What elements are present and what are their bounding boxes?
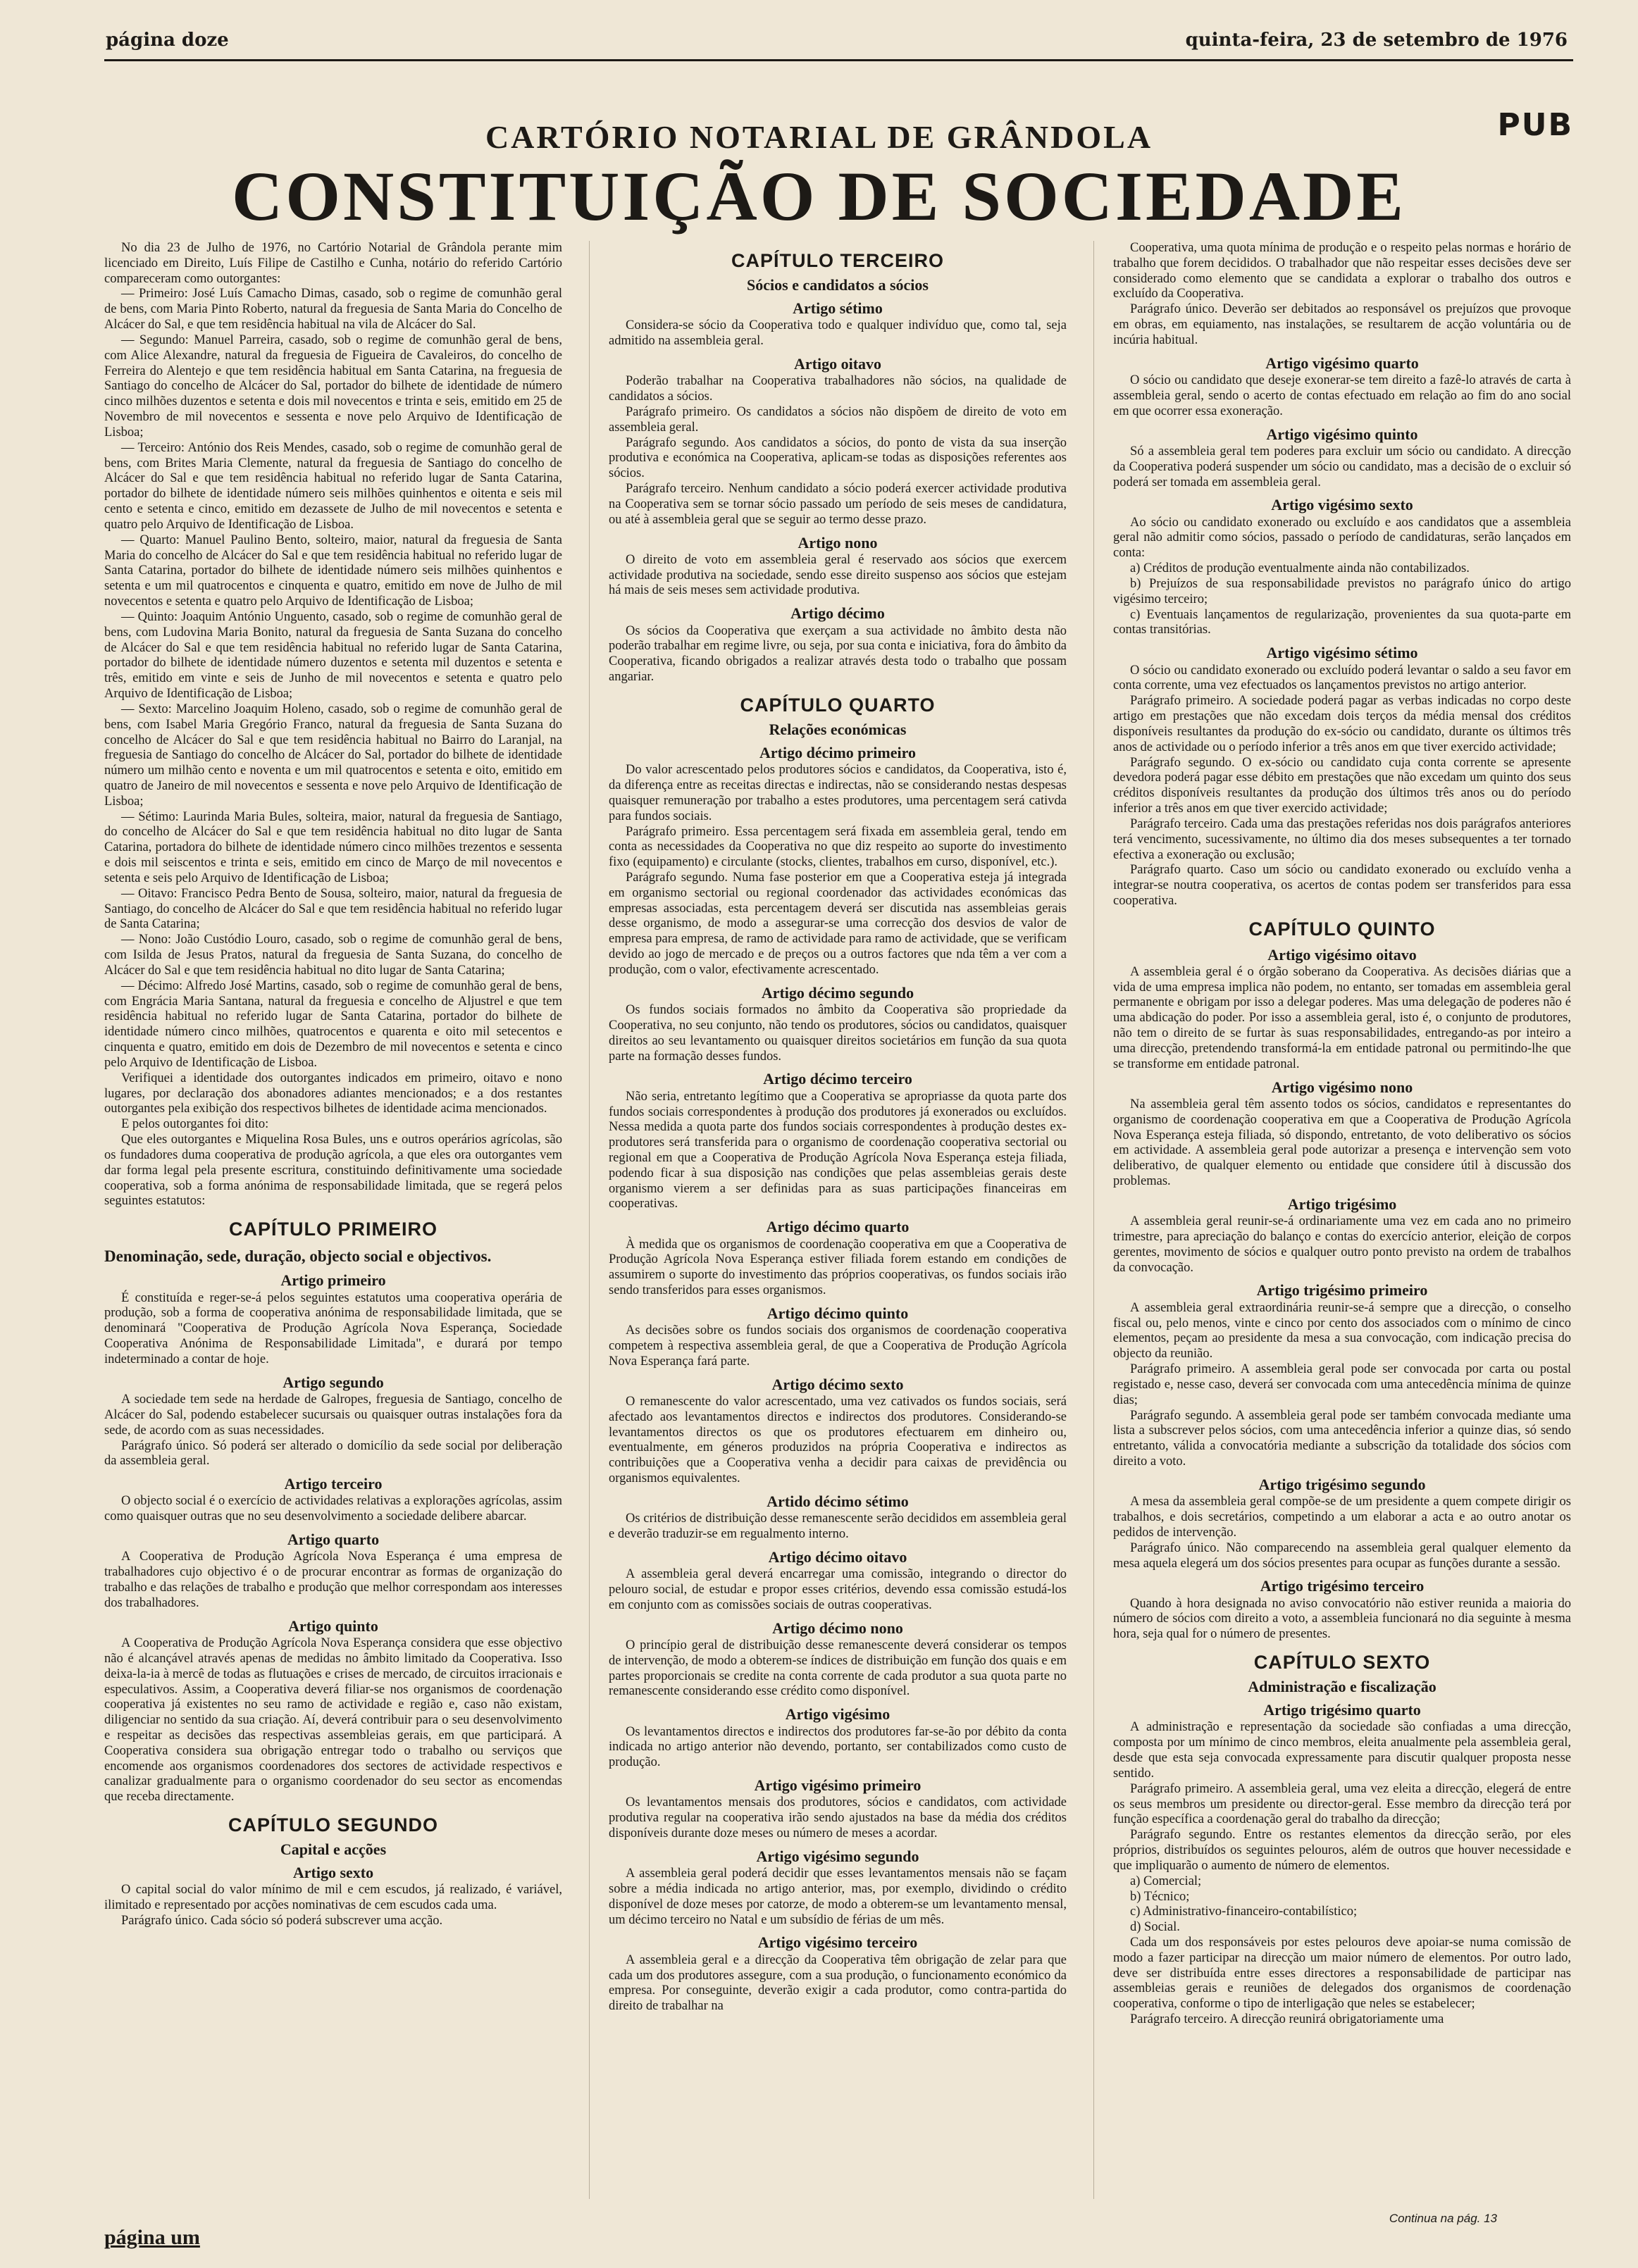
paragraph: Não seria, entretanto legítimo que a Cooperativa se apropriasse da quota parte dos fundos sociais correspondentes à produção dos produtores já exonerados ou excluídos. Nessa medida a quota parte dos fundos sociais correspondentes à produção destes ex-produtores será transferida para o organismo de coordenação cooperativa sectorial ou regional em que a Cooperativa de Produção Agrícola Nova Esperança esteja filiada, podendo ficar à sua disposição nas condições que pelas assembleias gerais deste organismo vierem a ser definidas para as suas participações financeiras em cooperativas. xyxy=(609,1089,1067,1211)
paragraph: É constituída e reger-se-á pelos seguintes estatutos uma cooperativa operária de produção, sob a forma de cooperativa anónima de responsabilidade limitada, que se denominará "Cooperativa de Produção Agrícola Nova Esperança, Sociedade Cooperativa Anónima de Responsabilidade Limitada", e durará por tempo indeterminado a contar de hoje. xyxy=(104,1290,562,1366)
paragraph: — Quarto: Manuel Paulino Bento, solteiro, maior, natural da freguesia de Santa Maria do concelho de Alcácer do Sal e que tem residência habitual no referido lugar de Santa Catarina, portador do bilhete de identidade número seis milhões quinhentos e setenta e um mil quatrocentos e cinquenta e quatro, emitido em nove de Julho de mil novecentos e setenta e quatro pelo Arquivo de Identificação de Lisboa; xyxy=(104,532,562,609)
article-heading: Artigo vigésimo quinto xyxy=(1266,425,1418,443)
chapter-subtitle: Administração e fiscalização xyxy=(1248,1677,1437,1695)
paragraph: O sócio ou candidato que deseje exonerar-se tem direito a fazê-lo através de carta à assembleia geral, sendo o acerto de contas efectuado em relação ao fim do ano social em que ocorrer essa exoneração. xyxy=(1113,373,1571,418)
paragraph: A assembleia geral deverá encarregar uma comissão, integrando o director do pelouro social, de estudar e propor esses critérios, devendo essa comissão estudá-los em conjunto com as comissões sociais de outras cooperativas. xyxy=(609,1567,1067,1612)
paragraph: A Cooperativa de Produção Agrícola Nova Esperança considera que esse objectivo não é alcançável através apenas de medidas no âmbito limitado da Cooperativa. Isso deixa-la-ia à mercê de todas as flutuações e crises de mercado, de circuitos irracionais e especulativos. Assim, a Cooperativa deverá filiar-se nos organismos de coordenação cooperativa já existentes no seu ramo de actividade e região e, caso não existam, diligenciar no sentido da sua criação. Aí, deverá contribuir para o seu desenvolvimento e respeitar as decisões das respectivas assembleias gerais, em que participará. A Cooperativa considera sua obrigação entregar todo o trabalho ou serviços que encomende aos organismos coordenadores dos sectores de actividade respectivos e canalizar gradualmente para o organismo coordenador do seu sector as encomendas que receba directamente. xyxy=(104,1636,562,1805)
article-heading: Artido décimo sétimo xyxy=(767,1492,909,1510)
paragraph: Parágrafo primeiro. A assembleia geral, uma vez eleita a direcção, elegerá de entre os seus membros um presidente ou director-geral. Esse membro da direcção terá por função específica a coordenação geral do trabalho da direcção; xyxy=(1113,1781,1571,1827)
paragraph: Parágrafo terceiro. A direcção reunirá obrigatoriamente uma xyxy=(1130,2012,1444,2027)
article-heading: Artigo vigésimo nono xyxy=(1271,1078,1413,1096)
article-heading: Artigo oitavo xyxy=(793,354,882,373)
paragraph: Cada um dos responsáveis por estes pelouros deve apoiar-se numa comissão de modo a fazer participar na direcção um maior número de elementos. Por outro lado, deve ser distribuída entre esses directores a responsabilidade de participar nas assembleias gerais e reuniões de delegados dos organismos de coordenação cooperativa, conforme o tipo de interligação que neles se estabelecer; xyxy=(1113,1935,1571,2012)
paragraph: A administração e representação da sociedade são confiadas a uma direcção, composta por um mínimo de cinco membros, eleita anualmente pela assembleia geral, desde que esta seja convocada expressamente para discutir qualquer proposta nesse sentido. xyxy=(1113,1720,1571,1781)
paragraph: — Primeiro: José Luís Camacho Dimas, casado, sob o regime de comunhão geral de bens, com Maria Pinto Roberto, natural da freguesia de Santa Maria do Concelho de Alcácer do Sal, e que tem residência habitual na vila de Alcácer do Sal. xyxy=(104,287,562,332)
article-heading: Artigo trigésimo xyxy=(1287,1195,1397,1213)
paragraph: Os sócios da Cooperativa que exerçam a sua actividade no âmbito desta não poderão trabalhar em regime livre, ou seja, por sua conta e iniciativa, fora do âmbito da Cooperativa, ficando obrigados a realizar através desta todo o trabalho que possam angariar. xyxy=(609,623,1067,685)
section-heading: Denominação, sede, duração, objecto social e objectivos. xyxy=(104,1247,492,1265)
page-number-label: página doze xyxy=(106,30,229,51)
column-2 xyxy=(609,241,1067,2164)
paragraph: — Décimo: Alfredo José Martins, casado, sob o regime de comunhão geral de bens, com Engrácia Maria Santana, natural da freguesia e concelho de Aljustrel e que tem residência habitual no referido lugar de Santa Catarina, portador do bilhete de identidade número cinco milhões, quatrocentos e quarenta e oito mil setecentos e cinquenta e quatro, emitido em dois de Dezembro de mil novecentos e setenta e cinco pelo Arquivo de Identificação de Lisboa. xyxy=(104,978,562,1070)
article-heading: Artigo décimo nono xyxy=(772,1619,903,1637)
paragraph: a) Comercial; xyxy=(1130,1874,1202,1888)
paragraph: Parágrafo segundo. Entre os restantes elementos da direcção serão, por eles próprios, distribuídos os seguintes pelouros, além de outros que houver necessidade e que impliquarão o aumento de número de elementos. xyxy=(1113,1828,1571,1873)
paragraph: À medida que os organismos de coordenação cooperativa em que a Cooperativa de Produção Agrícola Nova Esperança estiver filiada forem estando em condições de assumirem o suporte do investimento das próprios cooperativas, os fundos sociais irão sendo transferidos para esses organismos. xyxy=(609,1237,1067,1298)
article-heading: Artigo nono xyxy=(798,533,878,552)
paragraph: Os critérios de distribuição desse remanescente serão decididos em assembleia geral e deverão traduzir-se em regualmento interno. xyxy=(609,1512,1067,1542)
paragraph: Parágrafo primeiro. Os candidatos a sócios não dispõem de direito de voto em assembleia geral. xyxy=(609,404,1067,435)
paragraph: Os fundos sociais formados no âmbito da Cooperativa são propriedade da Cooperativa, no seu conjunto, não tendo os produtores, sócios ou candidatos, quaisquer direitos ao seu levantamento ou quaisquer direitos societários em função da sua quota parte na formação desses fundos. xyxy=(609,1003,1067,1064)
article-heading: Artigo décimo oitavo xyxy=(768,1547,907,1566)
paragraph: O direito de voto em assembleia geral é reservado aos sócios que exercem actividade produtiva na sociedade, sendo esse direito suspenso aos sócios que estejam há mais de seis meses sem actividade produtiva. xyxy=(609,552,1067,598)
paragraph: Parágrafo único. Não comparecendo na assembleia geral qualquer elemento da mesa aquela elegerá um dos sócios presentes para ocupar as funções durante a sessão. xyxy=(1113,1540,1571,1571)
column-3 xyxy=(1113,241,1571,2164)
pub-label: PUB xyxy=(1497,107,1573,143)
paragraph: Parágrafo segundo. Aos candidatos a sócios, do ponto de vista da sua inserção produtiva e económica na Cooperativa, aplicam-se todas as disposições referentes aos sócios. xyxy=(609,435,1067,481)
paragraph: — Quinto: Joaquim António Unguento, casado, sob o regime de comunhão geral de bens, com Ludovina Maria Bonito, natural da freguesia de Santa Suzana do concelho de Alcácer do Sal e que tem residência habitual no referido lugar de Santa Catarina, portador do bilhete de identidade número duzentos e setenta mil duzentos e setenta e três, emitido em vinte e seis de Junho de mil novecentos e setenta e quatro pelo Arquivo de Identificação de Lisboa; xyxy=(104,609,562,702)
article-heading: Artigo terceiro xyxy=(284,1475,383,1493)
paragraph: O objecto social é o exercício de actividades relativas a explorações agrícolas, assim como quaisquer outras que no seu desenvolvimento a sociedade delibere abarcar. xyxy=(104,1494,562,1524)
paragraph: Parágrafo segundo. O ex-sócio ou candidato cuja conta corrente se apresente devedora poderá pagar esse débito em prestações que não excedam um quinto dos seus créditos disponíveis resultantes da produção dos últimos três anos ou do período inferior a três anos em que tiver exercido actividade; xyxy=(1113,755,1571,816)
article-heading: Artigo décimo sexto xyxy=(771,1375,904,1393)
article-heading: Artigo vigésimo sétimo xyxy=(1266,644,1418,662)
chapter-heading: CAPÍTULO PRIMEIRO xyxy=(228,1219,438,1240)
footer-page-label: página um xyxy=(104,2226,200,2249)
paragraph: O princípio geral de distribuição desse remanescente deverá considerar os tempos de intervenção, de modo a obterem-se índices de distribuição em função dos quais e em partes proporcionais se credite na conta corrente de cada produtor a sua quota parte no remanescente considerando esse crédito como disponível. xyxy=(609,1638,1067,1699)
article-heading: Artigo décimo segundo xyxy=(761,983,914,1002)
paragraph: — Sétimo: Laurinda Maria Bules, solteira, maior, natural da freguesia de Santiago, do concelho de Alcácer do Sal e que tem residência habitual no dito lugar de Santa Catarina, portadora do bilhete de identidade número cinco milhões trezentos e sessenta e dois mil seiscentos e trinta e seis, emitido em cinco de Março de mil novecentos e setenta e seis pelo Arquivo de Identificação de Lisboa; xyxy=(104,809,562,885)
paragraph: Quando à hora designada no aviso convocatório não estiver reunida a maioria do número de sócios com direito a voto, a assembleia funcionará no dia seguinte à mesma hora, seja qual for o número de presentes. xyxy=(1113,1596,1571,1642)
paragraph: A assembleia geral e a direcção da Cooperativa têm obrigação de zelar para que cada um dos produtores assegure, com a sua produção, o funcionamento económico da empresa. Por conseguinte, deverão exigir a cada produtor, como contra-partida do direito de trabalhar na xyxy=(609,1952,1067,2014)
article-heading: Artigo décimo quinto xyxy=(767,1304,909,1322)
column-divider xyxy=(1093,241,1094,2199)
paragraph: O remanescente do valor acrescentado, uma vez cativados os fundos sociais, será afectado aos levantamentos directos e indirectos dos produtores. Considerando-se levantamentos directos os que os produtores efectuarem em dinheiro ou, eventualmente, em géneros produzidos na própria Cooperativa e indirectos as contribuições que a Cooperativa venha a decidir para caixas de previdência ou organismos equivalentes. xyxy=(609,1395,1067,1486)
paragraph: Na assembleia geral têm assento todos os sócios, candidatos e representantes do organismo de coordenação cooperativa em que a Cooperativa de Produção Agrícola Nova Esperança esteja filiada, só dispondo, entretanto, de voto deliberativo os sócios em actividade. A assembleia geral pode autorizar a presença e intervenção sem voto deliberativo, de qualquer elemento ou entidade que considere útil à discussão dos problemas. xyxy=(1113,1097,1571,1189)
article-heading: Artigo trigésimo quarto xyxy=(1263,1701,1421,1719)
article-heading: Artigo vigésimo terceiro xyxy=(757,1933,918,1952)
article-heading: Artigo primeiro xyxy=(280,1271,386,1290)
paragraph: Poderão trabalhar na Cooperativa trabalhadores não sócios, na qualidade de candidatos a sócios. xyxy=(609,374,1067,404)
article-heading: Artigo décimo quarto xyxy=(766,1218,910,1236)
paragraph: Parágrafo primeiro. Essa percentagem será fixada em assembleia geral, tendo em conta as necessidades da Cooperativa no que diz respeito ao suporte do investimento fixo (equipamento) e circulante (stocks, clientes, trabalhos em curso, disponível, etc.). xyxy=(609,824,1067,870)
article-heading: Artigo vigésimo sexto xyxy=(1271,496,1413,514)
paragraph: Considera-se sócio da Cooperativa todo e qualquer indivíduo que, como tal, seja admitido na assembleia geral. xyxy=(609,318,1067,349)
headline: CONSTITUIÇÃO DE SOCIEDADE xyxy=(232,157,1406,235)
chapter-heading: CAPÍTULO TERCEIRO xyxy=(731,250,944,271)
paragraph: Parágrafo único. Só poderá ser alterado o domicílio da sede social por deliberação da assembleia geral. xyxy=(104,1438,562,1469)
article-heading: Artigo quinto xyxy=(288,1616,378,1635)
paragraph: As decisões sobre os fundos sociais dos organismos de coordenação cooperativa competem à respectiva assembleia geral, de que a Cooperativa de Produção Agrícola Nova Esperança fará parte. xyxy=(609,1323,1067,1369)
chapter-heading: CAPÍTULO SEGUNDO xyxy=(228,1814,438,1836)
paragraph: O capital social do valor mínimo de mil e cem escudos, já realizado, é variável, ilimitado e representado por acções nominativas de cem escudos cada uma. xyxy=(104,1883,562,1913)
paragraph: A mesa da assembleia geral compõe-se de um presidente a quem compete dirigir os trabalhos, e dois secretários, competindo a um elaborar a acta e ao outro anotar os pedidos de intervenção. xyxy=(1113,1495,1571,1540)
article-heading: Artigo décimo terceiro xyxy=(763,1070,912,1088)
paragraph: Parágrafo terceiro. Nenhum candidato a sócio poderá exercer actividade produtiva na Cooperativa sem se tornar sócio passado um período de seis meses de candidatura, ou até à assembleia geral que se seguir ao termo desse prazo. xyxy=(609,482,1067,527)
paragraph: Parágrafo único. Deverão ser debitados ao responsável os prejuízos que provoque em obras, em equiamento, nas instalações, se resultarem de acção voluntária ou de incúria habitual. xyxy=(1113,302,1571,347)
paragraph: — Nono: João Custódio Louro, casado, sob o regime de comunhão geral de bens, com Isilda de Jesus Pratos, natural da freguesia de Santa Suzana, do concelho de Alcácer do Sal e que tem residência habitual no dito lugar de Santa Catarina; xyxy=(104,933,562,978)
paragraph: Os levantamentos mensais dos produtores, sócios e candidatos, com actividade produtiva regular na cooperativa irão sendo ajustados na base da média dos créditos disponíveis durante doze meses ou número de meses a acordar. xyxy=(609,1795,1067,1841)
chapter-heading: CAPÍTULO QUARTO xyxy=(740,694,936,716)
paragraph: A assembleia geral reunir-se-á ordinariamente uma vez em cada ano no primeiro trimestre, para apreciação do balanço e contas do exercício anterior, eleição de corpos gerentes, movimento de sócios e qualquer outro ponto previsto na ordem de trabalhos da convocação. xyxy=(1113,1214,1571,1275)
article-heading: Artigo segundo xyxy=(283,1373,384,1391)
paragraph: O sócio ou candidato exonerado ou excluído poderá levantar o saldo a seu favor em conta corrente, uma vez efectuados os lançamentos previstos no artigo anterior. xyxy=(1113,663,1571,693)
paragraph: Do valor acrescentado pelos produtores sócios e candidatos, da Cooperativa, isto é, da diferença entre as receitas directas e indirectas, não se considerando nestas despesas quaisquer remuneração por trabalho a estes produtores, uma percentagem será cativda para fundos sociais. xyxy=(609,763,1067,823)
paragraph: d) Social. xyxy=(1130,1920,1180,1935)
paragraph: — Sexto: Marcelino Joaquim Holeno, casado, sob o regime de comunhão geral de bens, com Isabel Maria Gregório Franco, natural da freguesia de Santa Suzana do concelho de Alcácer do Sal e que tem residência habitual no Bairro do Laranjal, na freguesia de Santiago do concelho de Alcácer do Sal, portador do bilhete de identidade número um milhão cento e noventa e um mil quatrocentos e setenta e oito, emitido em quatro de Janeiro de mil novecentos e sessenta e nove pelo Arquivo de Identificação de Lisboa; xyxy=(104,702,562,809)
chapter-subtitle: Relações económicas xyxy=(769,720,907,738)
continuation-note: Continua na pág. 13 xyxy=(1389,2212,1497,2225)
article-heading: Artigo sétimo xyxy=(793,299,883,317)
paragraph: A Cooperativa de Produção Agrícola Nova Esperança é uma empresa de trabalhadores cujo objectivo é o de procurar encontrar as formas de organização do trabalho e das relações de trabalho e produção que melhor correspondam aos interesses dos trabalhadores. xyxy=(104,1550,562,1610)
paragraph: Parágrafo quarto. Caso um sócio ou candidato exonerado ou excluído venha a integrar-se noutra cooperativa, os acertos de contas podem ser transferidos para essa cooperativa. xyxy=(1113,863,1571,908)
paragraph: Cooperativa, uma quota mínima de produção e o respeito pelas normas e horário de trabalho que forem decididos. O trabalhador que não respeitar esses decisões deve ser considerado como elemento que se candidata a explorar o trabalho dos outros e excluído da Cooperativa. xyxy=(1113,241,1571,301)
paragraph: Parágrafo segundo. Numa fase posterior em que a Cooperativa esteja já integrada em organismo sectorial ou regional coordenador das actividades económicas das empresas associadas, esta percentagem deverá ser discutida nas assembleias gerais desse organismo, de modo a assegurar-se uma correcção dos desvios de valor de empresa para empresa, de ramo de actividade para ramo de actividade, que se verificam devido ao jogo de mercado e de preços ou a outros factores que nda têm a ver com a produção, com o valor, efectivamente acrescentado. xyxy=(609,870,1067,977)
paragraph: — Oitavo: Francisco Pedra Bento de Sousa, solteiro, maior, natural da freguesia de Santiago, do concelho de Alcácer do Sal e que tem residência habitual no referido lugar de Santa Catarina; xyxy=(104,886,562,932)
article-heading: Artigo trigésimo segundo xyxy=(1258,1475,1426,1493)
paragraph: Parágrafo único. Cada sócio só poderá subscrever uma acção. xyxy=(121,1914,443,1929)
paragraph: A assembleia geral poderá decidir que esses levantamentos mensais não se façam sobre a média indicada no artigo anterior, mas, por exemplo, dividindo o crédito disponível de doze meses por catorze, de modo a obterem-se um levantamento mensal, um décimo terceiro no Natal e um subsídio de férias de um mês. xyxy=(609,1867,1067,1927)
article-heading: Artigo quarto xyxy=(287,1531,380,1549)
column-divider xyxy=(589,241,590,2199)
chapter-subtitle: Sócios e candidatos a sócios xyxy=(747,275,929,294)
chapter-heading: CAPÍTULO QUINTO xyxy=(1248,918,1436,940)
paragraph: Parágrafo segundo. A assembleia geral pode ser também convocada mediante uma lista a subscrever pelos sócios, com uma antecedência inferior a quinze dias, só sendo entretanto, válida a convocatória mediante a subscrição da totalidade dos sócios com direito a voto. xyxy=(1113,1408,1571,1469)
article-heading: Artigo vigésimo quarto xyxy=(1265,354,1419,372)
paragraph: Verifiquei a identidade dos outorgantes indicados em primeiro, oitavo e nono lugares, por declaração dos abonadores adiantes mencionados; e a dos restantes outorgantes pela exibição dos respectivos bilhetes de identidade acima mencionados. xyxy=(104,1071,562,1116)
paragraph: c) Administrativo-financeiro-contabilístico; xyxy=(1130,1905,1358,1919)
article-heading: Artigo sexto xyxy=(292,1864,374,1882)
paragraph: b) Técnico; xyxy=(1130,1889,1190,1904)
article-heading: Artigo vigésimo oitavo xyxy=(1267,945,1417,964)
paragraph: Os levantamentos directos e indirectos dos produtores far-se-ão por débito da conta indicada no artigo anterior não devendo, portanto, ser contabilizados como custo de produção. xyxy=(609,1724,1067,1770)
paragraph: A assembleia geral extraordinária reunir-se-á sempre que a direcção, o conselho fiscal ou, pelo menos, vinte e cinco por cento dos associados com o mínimo de cinco elementos, peçam ao presidente da mesa a sua convocação, com indicação precisa do objecto da reunião. xyxy=(1113,1300,1571,1362)
article-heading: Artigo vigésimo xyxy=(785,1705,891,1724)
article-heading: Artigo décimo xyxy=(790,604,885,623)
article-heading: Artigo vigésimo segundo xyxy=(756,1847,919,1865)
article-heading: Artigo trigésimo terceiro xyxy=(1260,1577,1425,1595)
paragraph: A assembleia geral é o órgão soberano da Cooperativa. As decisões diárias que a vida de uma empresa implica não podem, no entanto, ser tomadas em assembleia geral permanente e obrigam por isso a delegar poderes. Mas uma delegação de poderes não é uma abdicação do poder. Por isso a assembleia geral, isto é, o conjunto de produtores, não tem o direito de se furtar às suas responsabilidades, entregando-as por inteiro a uma direcção, pretendendo transformá-la em entidade patronal ou permitindo-lhe que se transforme em entidade patronal. xyxy=(1113,964,1571,1071)
paragraph: b) Prejuízos de sua responsabilidade previstos no parágrafo único do artigo vigésimo terceiro; xyxy=(1113,576,1571,606)
paragraph: — Segundo: Manuel Parreira, casado, sob o regime de comunhão geral de bens, com Alice Alexandre, natural da freguesia de Figueira de Cavaleiros, do concelho de Ferreira do Alentejo e que tem residência habitual em Santa Catarina, na freguesia de Santiago do concelho de Alcácer do Sal, portador do bilhete de identidade de número cinco milhões duzentos e setenta e dois mil novecentos e trinta e seis, emitido em 25 de Novembro de mil novecentos e sessenta e nove pelo Arquivo de Identificação de Lisboa; xyxy=(104,332,562,440)
paragraph: Parágrafo terceiro. Cada uma das prestações referidas nos dois parágrafos anteriores terá vencimento, sucessivamente, no último dia dos meses subsequentes a ter tornado efectiva a exoneração ou exclusão; xyxy=(1113,816,1571,862)
paragraph: Que eles outorgantes e Miquelina Rosa Bules, uns e outros operários agrícolas, são os fundadores duma cooperativa de produção agrícola, a que eles ora outorgantes vem dar forma legal pela presente escritura, constituindo definitivamente uma sociedade cooperativa, sob a forma anónima de responsabilidade limitada, que se regerá pelos seguintes estatutos: xyxy=(104,1133,562,1209)
paragraph: Parágrafo primeiro. A sociedade poderá pagar as verbas indicadas no corpo deste artigo em prestações que não excedam dois terços da média mensal dos créditos disponíveis resultantes da produção do ex-sócio ou candidato, durante os últimos três anos de actividade ou o período inferior a três anos em que tiver exercido actividade; xyxy=(1113,694,1571,754)
paragraph: No dia 23 de Julho de 1976, no Cartório Notarial de Grândola perante mim licenciado em Direito, Luís Filipe de Castilho e Cunha, notário do referido Cartório compareceram como outorgantes: xyxy=(104,241,562,286)
paragraph: A sociedade tem sede na herdade de Galropes, freguesia de Santiago, concelho de Alcácer do Sal, podendo estabelecer sucursais ou quaisquer outras instalações fora da sede, de acordo com as suas necessidades. xyxy=(104,1392,562,1438)
header-rule xyxy=(104,59,1573,61)
chapter-heading: CAPÍTULO SEXTO xyxy=(1253,1652,1431,1674)
paragraph: Ao sócio ou candidato exonerado ou excluído e aos candidatos que a assembleia geral não admitir como sócios, passado o período de candidaturas, serão lançados em conta: xyxy=(1113,515,1571,561)
paragraph: c) Eventuais lançamentos de regularização, provenientes da sua quota-parte em contas transitórias. xyxy=(1113,607,1571,637)
paragraph: Parágrafo primeiro. A assembleia geral pode ser convocada por carta ou postal registado e, nesse caso, deverá ser convocada com uma antecedência mínima de quinze dias; xyxy=(1113,1362,1571,1407)
issue-date: quinta-feira, 23 de setembro de 1976 xyxy=(1185,30,1568,51)
paragraph: E pelos outorgantes foi dito: xyxy=(121,1117,269,1132)
article-heading: Artigo trigésimo primeiro xyxy=(1256,1281,1428,1300)
paragraph: — Terceiro: António dos Reis Mendes, casado, sob o regime de comunhão geral de bens, com Brites Maria Clemente, natural da freguesia de Santiago do concelho de Alcácer do Sal e que tem residência habitual no referido lugar de Santa Catarina, portador do bilhete de identidade número seis milhões quinhentos e oitenta e seis mil cento e setenta e cinco, emitido em dezassete de Julho de mil novecentos e setenta e quatro pelo Arquivo de Identificação de Lisboa. xyxy=(104,440,562,532)
chapter-subtitle: Capital e acções xyxy=(280,1840,387,1858)
paragraph: Só a assembleia geral tem poderes para excluir um sócio ou candidato. A direcção da Cooperativa poderá suspender um sócio ou candidato, mas a decisão de o excluir só poderá ser tomada em assembleia geral. xyxy=(1113,444,1571,490)
kicker: CARTÓRIO NOTARIAL DE GRÂNDOLA xyxy=(485,119,1153,155)
article-heading: Artigo décimo primeiro xyxy=(759,743,916,761)
article-heading: Artigo vigésimo primeiro xyxy=(754,1776,922,1795)
column-1 xyxy=(104,241,562,2164)
paragraph: a) Créditos de produção eventualmente ainda não contabilizados. xyxy=(1130,561,1470,576)
